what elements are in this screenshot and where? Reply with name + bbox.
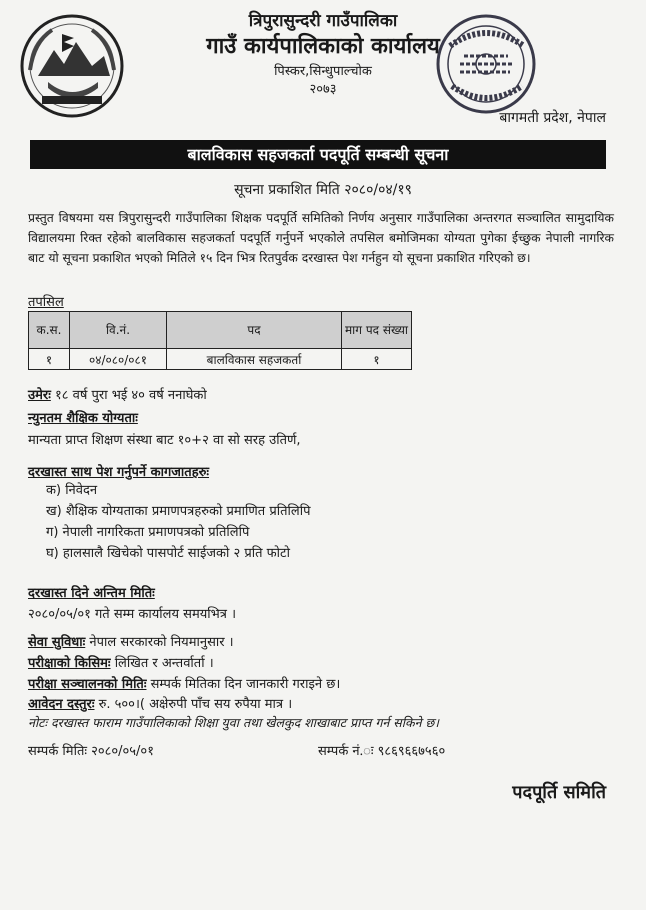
exam-date-value: सम्पर्क मितिका दिन जानकारी गराइने छ। — [150, 677, 341, 692]
col-header-post: पद — [167, 312, 342, 349]
contact-number: सम्पर्क नं.ः ९८६९६६७५६० — [318, 744, 446, 759]
intro-paragraph: प्रस्तुत विषयमा यस त्रिपुरासुन्दरी गाउँपालिका शिक्षक पदपूर्ति समितिको निर्णय अनुसार गाउँपालिका अन्तरगत सञ्चालित सामुदायिक विद्यालयमा रिक्त रहेको बालविकास सहजकर्ता पदपूर्ति गर्नुपर्ने भएकोले तपसिल बमोजिमका योग्यता पुगेका ईच्छुक नेपाली नागरिक बाट यो सूचना प्रकाशित भएको मितिले १५ दिन भित्र रितपुर्वक दरखास्त पेश गर्नहुन यो सूचना प्रकाशित गरिएको छ। — [28, 211, 614, 265]
cell-count: १ — [342, 349, 412, 370]
list-item: ग) नेपाली नागरिकता प्रमाणपत्रको प्रतिलिपि — [46, 525, 250, 540]
facility-value: नेपाल सरकारको नियमानुसार । — [89, 635, 234, 650]
table-label: तपसिल — [28, 295, 64, 310]
cell-post: बालविकास सहजकर्ता — [167, 349, 342, 370]
col-header-count: माग पद संख्या — [342, 312, 412, 349]
list-item: क) निवेदन — [46, 483, 98, 498]
exam-date-line — [28, 674, 340, 692]
age-label: उमेरः — [28, 388, 51, 403]
deadline-value: २०८०/०५/०१ गते सम्म कार्यालय समयभित्र । — [28, 607, 237, 622]
fee-line — [28, 694, 292, 712]
exam-type-value: लिखित र अन्तर्वार्ता । — [114, 656, 214, 671]
age-line — [28, 385, 207, 403]
office-name: गाउँ कार्यपालिकाको कार्यालय — [206, 34, 440, 59]
fee-label: आवेदन दस्तुरः — [28, 697, 95, 712]
table-row — [29, 349, 412, 370]
municipality-name: त्रिपुरासुन्दरी गाउँपालिका — [248, 11, 398, 31]
office-header — [0, 10, 646, 99]
contact-date: सम्पर्क मितिः २०८०/०५/०१ — [28, 744, 154, 759]
exam-date-label: परीक्षा सञ्चालनको मितिः — [28, 677, 147, 692]
list-item: ख) शैक्षिक योग्यताका प्रमाणपत्रहरुको प्रमाणित प्रतिलिपि — [46, 504, 311, 519]
fee-value: रु. ५००।( अक्षेरुपी पाँच सय रुपैया मात्र । — [98, 697, 293, 712]
list-item: घ) हालसालै खिचेको पासपोर्ट साईजको २ प्रति फोटो — [46, 546, 290, 561]
notice-title: बालविकास सहजकर्ता पदपूर्ति सम्बन्धी सूचना — [30, 140, 606, 169]
facility-line — [28, 632, 234, 650]
facility-label: सेवा सुविधाः — [28, 635, 86, 650]
office-address: पिस्कर,सिन्धुपाल्चोक — [274, 64, 372, 79]
exam-type-label: परीक्षाको किसिमः — [28, 656, 111, 671]
qualification-label: न्युनतम शैक्षिक योग्यताः — [28, 411, 138, 426]
exam-type-line — [28, 653, 214, 671]
published-date: सूचना प्रकाशित मिति २०८०/०४/१९ — [234, 182, 412, 198]
qualification-value: मान्यता प्राप्त शिक्षण संस्था बाट १०+२ वा सो सरह उतिर्ण, — [28, 433, 301, 448]
deadline-label: दरखास्त दिने अन्तिम मितिः — [28, 586, 155, 601]
vacancy-table — [28, 311, 412, 370]
documents-label: दरखास्त साथ पेश गर्नुपर्ने कागजातहरुः — [28, 465, 210, 480]
age-value: १८ वर्ष पुरा भई ४० वर्ष ननाघेको — [54, 388, 207, 403]
col-header-sn: क.स. — [29, 312, 70, 349]
province-text: बागमती प्रदेश, नेपाल — [499, 110, 606, 126]
note-text: नोटः दरखास्त फाराम गाउँपालिकाको शिक्षा युवा तथा खेलकुद शाखाबाट प्राप्त गर्न सकिने छ। — [28, 715, 439, 730]
signature-committee: पदपूर्ति समिति — [512, 782, 606, 803]
documents-list — [46, 480, 310, 564]
established-year: २०७३ — [309, 82, 337, 97]
col-header-adv-no: वि.नं. — [70, 312, 167, 349]
cell-adv-no: ०४/०८०/०८१ — [70, 349, 167, 370]
cell-sn: १ — [29, 349, 70, 370]
